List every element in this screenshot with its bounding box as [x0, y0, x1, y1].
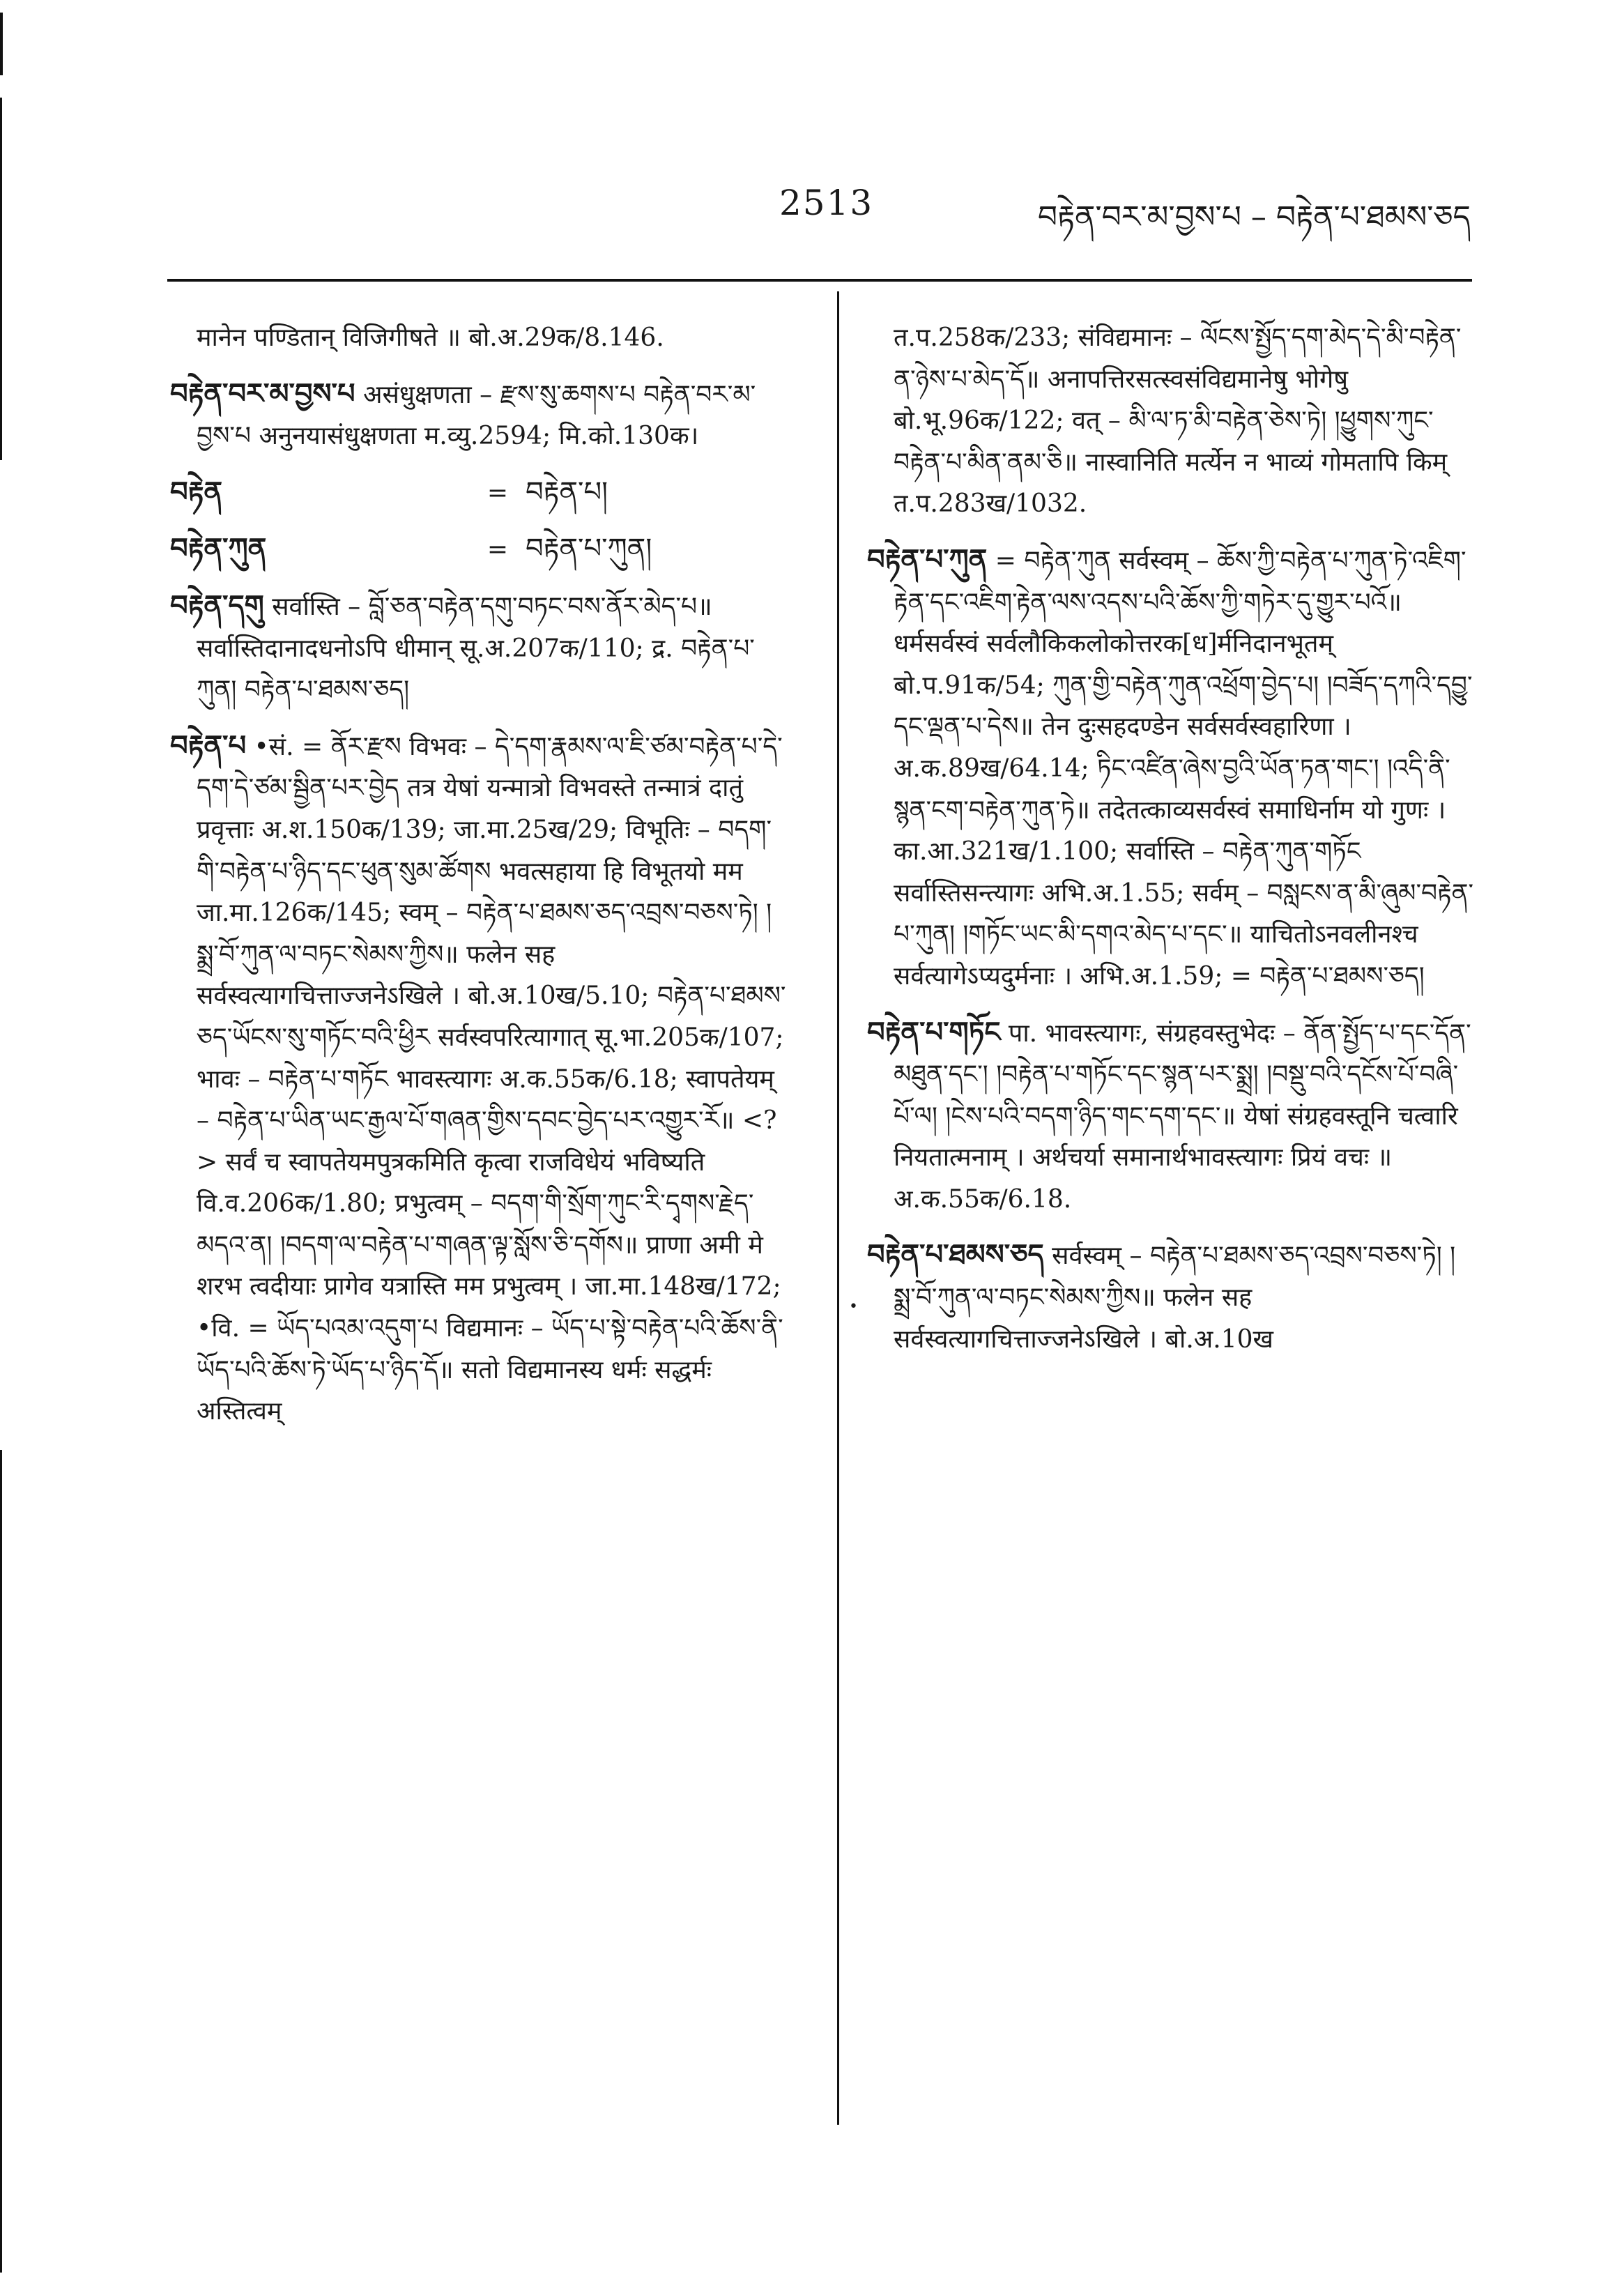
entry-headword: བརྟེན་དགུ: [170, 588, 264, 622]
running-head: བརྟེན་བར་མ་བྱས་པ – བརྟེན་པ་ཐམས་ཅད: [1037, 199, 1471, 235]
entry-body: सर्वस्वम् – བརྟེན་པ་ཐམས་ཅད་འབྲས་བཅས་ཏེ། །སྨྲ་བོ་ཀུན་ལ་བཏང་སེམས་ཀྱིས॥ फलेन सह सर्वस्वत्यागचित्ताज्जनेऽखिले । बो.अ.10ख: [894, 1242, 1456, 1354]
entry-body: सर्वास्ति – བློ་ཅན་བརྟེན་དགུ་བཏང་བས་ནོར་མེད་པ॥ सर्वास्तिदानादधनोऽपि धीमान् सू.अ.207क/110; द्र. བརྟེན་པ་ཀུན། བརྟེན་པ་ཐམས་ཅད།: [197, 592, 755, 705]
entry-body: मानेन पण्डितान् विजिगीषते ॥ बो.अ.29क/8.146.: [197, 323, 664, 352]
dictionary-entry: [170, 585, 790, 711]
margin-bullet: •: [849, 1298, 858, 1315]
entry-headword: བརྟེན་པ་གཏོང: [867, 1015, 1001, 1048]
dictionary-entry: [170, 725, 790, 1433]
entry-headword: བརྟེན: [170, 475, 223, 508]
header-rule: [167, 279, 1472, 282]
continued-text: [867, 317, 1475, 525]
cross-reference-entry: [170, 528, 790, 571]
entry-headword: བརྟེན་པ: [170, 728, 247, 762]
cross-reference-target: བརྟེན་པ་ཀུན།: [526, 533, 652, 565]
cross-reference-entry: [170, 471, 790, 514]
entry-body: त.प.258क/233; संविद्यमानः – ལོངས་སྤྱོད་དག་མེད་དེ་མི་བརྟེན་ན་ཉེས་པ་མེད་དོ॥ अनापत्तिरसत्स्वसंविद्यमानेषु भोगेषु बो.भू.96क/122; वत् – མི་ལ་ཏ་མི་བརྟེན་ཅེས་ཏེ། །ཕྱུགས་ཀུང་བརྟེན་པ་མིན་ནམ་ཅི॥ नास्वानिति मर्त्येन न भाव्यं गोमतापि किम् त.प.283ख/1032.: [894, 323, 1462, 519]
dictionary-entry: [867, 539, 1475, 998]
dictionary-entry: [170, 373, 790, 457]
entry-headword: བརྟེན་པ་ཀུན: [867, 542, 988, 576]
entry-body: पा. भावस्त्यागः, संग्रहवस्तुभेदः – ནོན་སྤྱོད་པ་དང་དོན་མཐུན་དང་། །བརྟེན་པ་གཏོང་དང་སྙན་པར་སྨྲ། །བསྡུ་བའི་དངོས་པོ་བཞི་པོ་ལ། །ངེས་པའི་བདག་ཉིད་གང་དག་དང་॥ येषां संग्रहवस्तूनि चत्वारि नियतात्मनाम् । अर्थचर्या समानार्थभावस्त्यागः प्रियं वचः ॥ अ.क.55क/6.18.: [894, 1018, 1471, 1214]
entry-headword: བརྟེན་ཀུན: [170, 532, 267, 565]
left-column: [170, 317, 790, 1446]
entry-body: = བརྟེན་ཀུན सर्वस्वम् – ཆོས་ཀྱི་བརྟེན་པ་ཀུན་ཏེ་འཇིག་རྟེན་དང་འཇིག་རྟེན་ལས་འདས་པའི་ཆོས་ཀྱི་གཏེར་དུ་གྱུར་པའོ॥ धर्मसर्वस्वं सर्वलौकिकलोकोत्तरक[ध]र्मनिदानभूतम् बो.प.91क/54; ཀུན་གྱི་བརྟེན་ཀུན་འཕྲོག་བྱེད་པ། །བཟོད་དཀའི་དབྱུ་དང་ལྡན་པ་དེས॥ तेन दुःसहदण्डेन सर्वसर्वस्वहारिणा । अ.क.89ख/64.14; ཏིང་འཛིན་ཞེས་བྱའི་ཡོན་ཏན་གང་། །འདི་ནི་སྙན་ངག་བརྟེན་ཀུན་ཏེ॥ तदेतत्काव्यसर्वस्वं समाधिर्नाम यो गुणः । का.आ.321ख/1.100; सर्वास्ति – བརྟེན་ཀུན་གཏོང सर्वास्तिसन्त्यागः अभि.अ.1.55; सर्वम् – བསླངས་ན་མི་ཞུམ་བརྟེན་པ་ཀུན། །གཏོང་ཡང་མི་དགའ་མེད་པ་དང་॥ याचितोऽनवलीनश्च सर्वत्यागेऽप्यदुर्मनाः । अभि.अ.1.59; = བརྟེན་པ་ཐམས་ཅད།: [894, 546, 1474, 991]
page-edge-mark: [0, 1450, 2, 2273]
entry-headword: བརྟེན་བར་མ་བྱས་པ: [170, 376, 355, 410]
continued-text: [170, 317, 790, 359]
equals-sign: =: [487, 535, 509, 565]
page-edge-mark: [0, 98, 2, 460]
page-edge-mark: [0, 13, 3, 75]
dictionary-entry: [867, 1234, 1475, 1360]
page-number: 2513: [779, 183, 874, 223]
dictionary-entry: [867, 1011, 1475, 1221]
entry-headword: བརྟེན་པ་ཐམས་ཅད: [867, 1238, 1044, 1272]
cross-reference-target: བརྟེན་པ།: [526, 475, 608, 508]
entry-body: •सं. = ནོར་རྫས विभवः – དེ་དག་རྣམས་ལ་ཇི་ཙམ་བརྟེན་པ་དེ་དག་དེ་ཙམ་སྦྱིན་པར་བྱེད तत्र येषां यन्मात्रो विभवस्ते तन्मात्रं दातुं प्रवृत्ताः अ.श.150क/139; जा.मा.25ख/29; विभूतिः – བདག་གི་བརྟེན་པ་ཉིད་དང་ཕུན་སུམ་ཚོགས भवत्सहाया हि विभूतयो मम जा.मा.126क/145; स्वम् – བརྟེན་པ་ཐམས་ཅད་འབྲས་བཅས་ཏེ། །སྨྲ་བོ་ཀུན་ལ་བཏང་སེམས་ཀྱིས॥ फलेन सह सर्वस्वत्यागचित्ताज्जनेऽखिले । बो.अ.10ख/5.10; བརྟེན་པ་ཐམས་ཅད་ཡོངས་སུ་གཏོང་བའི་ཕྱིར सर्वस्वपरित्यागात् सू.भा.205क/107; भावः – བརྟེན་པ་གཏོང भावस्त्यागः अ.क.55क/6.18; स्वापतेयम् – བརྟེན་པ་ཡིན་ཡང་རྒྱལ་པོ་གཞན་གྱིས་དབང་བྱེད་པར་འགྱུར་རོ॥ <?> सर्वं च स्वापतेयमपुत्रकमिति कृत्वा राजविधेयं भविष्यति वि.व.206क/1.80; प्रभुत्वम् – བདག་གི་སྲོག་ཀུང་རི་དྭགས་རྗེད་མདའ་ན། །བདག་ལ་བརྟེན་པ་གཞན་ལྟ་སློས་ཅི་དགོས॥ प्राणा अमी मे शरभ त्वदीयाः प्रागेव यत्रास्ति मम प्रभुत्वम् । जा.मा.148ख/172; •वि. = ཡོད་པའམ་འདུག་པ विद्यमानः – ཡོད་པ་སྟེ་བརྟེན་པའི་ཆོས་ནི་ཡོད་པའི་ཆོས་ཏེ་ཡོད་པ་ཉིད་དོ॥ सतो विद्यमानस्य धर्मः सद्धर्मः अस्तित्वम्: [197, 732, 786, 1426]
column-divider: [837, 291, 839, 2125]
equals-sign: =: [487, 478, 509, 507]
right-column: [867, 317, 1475, 1374]
entry-body: असंधुक्षणता – རྫས་སུ་ཆགས་པ བརྟེན་བར་མ་བྱས་པ अनुनयासंधुक्षणता म.व्यु.2594; मि.को.130क।: [197, 380, 756, 451]
